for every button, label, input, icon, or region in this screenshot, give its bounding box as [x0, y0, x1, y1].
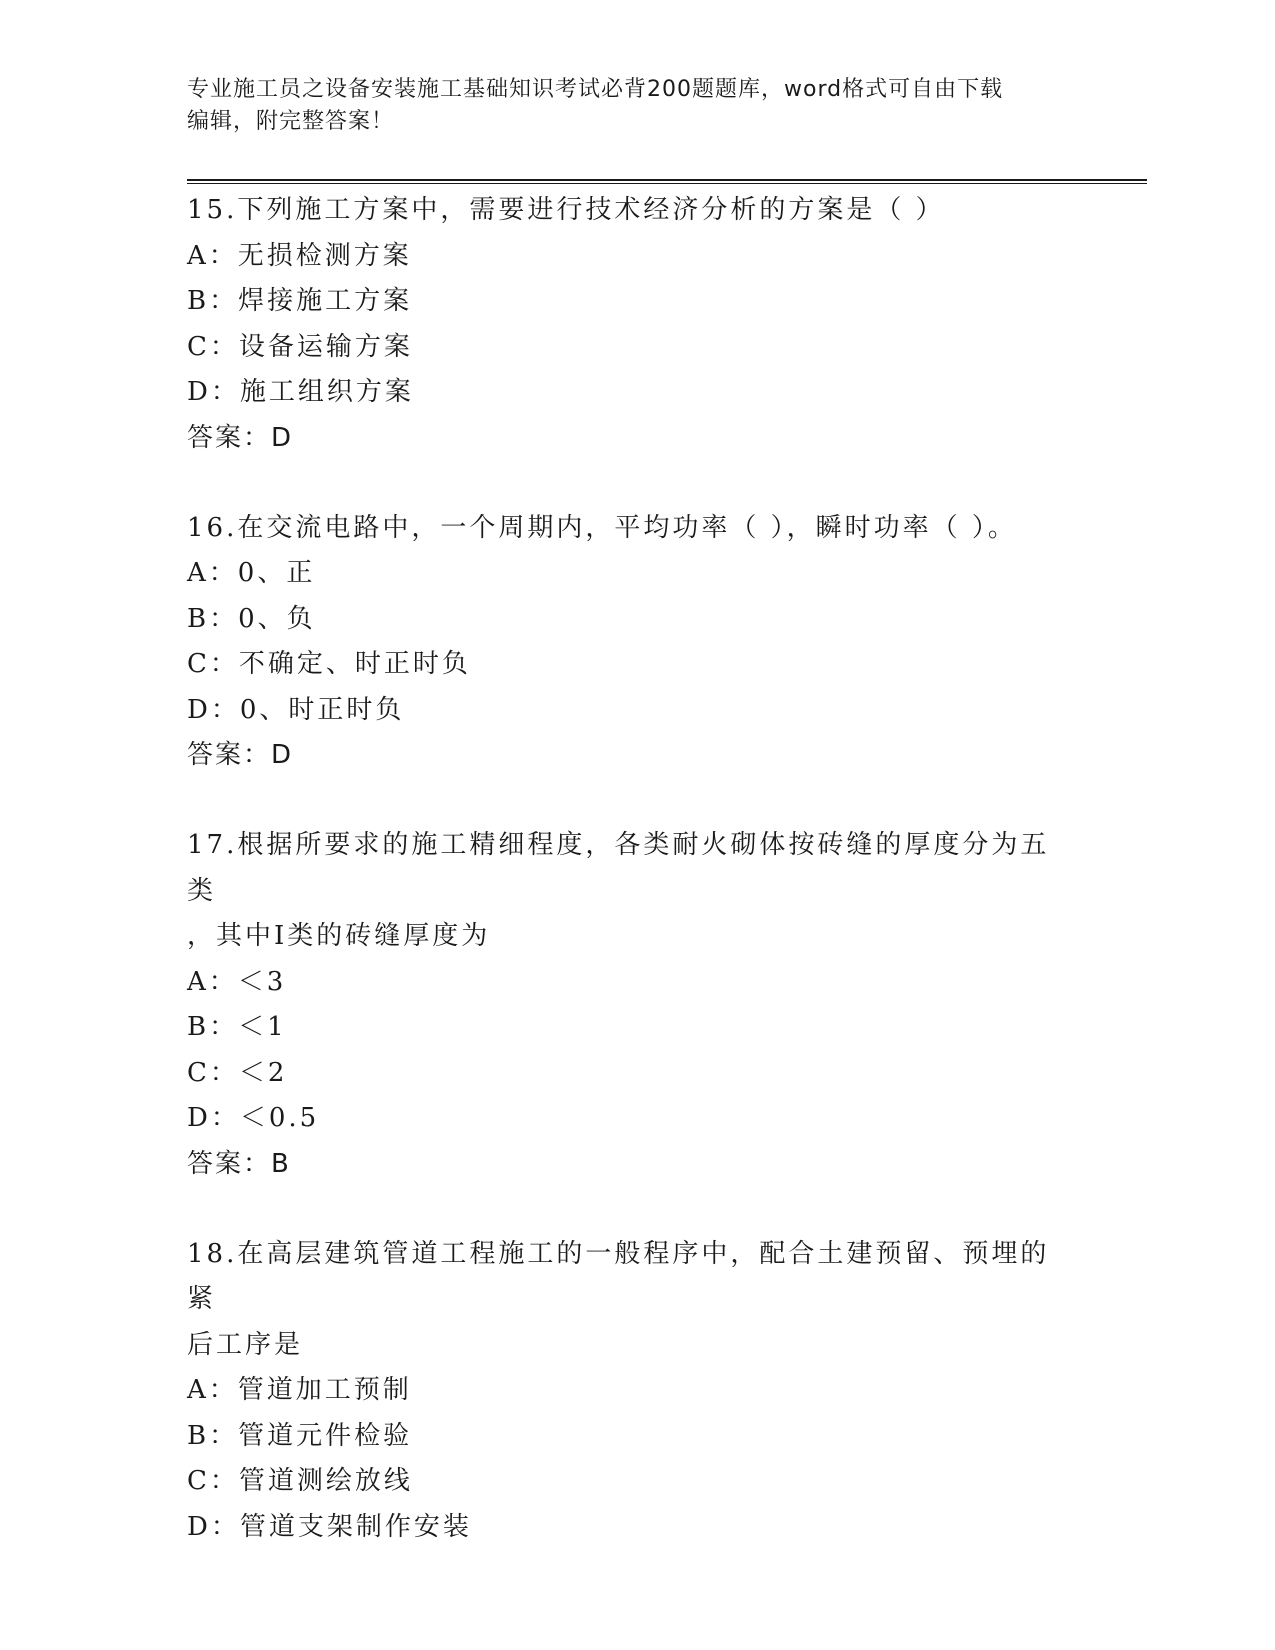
answer-line: 答案：D [187, 740, 294, 770]
option-b: B：0、负 [187, 603, 316, 634]
option-a: A：无损检测方案 [187, 240, 412, 271]
question-stem-line-2: 后工序是 [187, 1329, 304, 1360]
option-c: C：＜2 [187, 1057, 288, 1088]
option-b: B：管道元件检验 [187, 1420, 413, 1451]
question-16 [187, 506, 1067, 779]
answer-line: 答案：D [187, 422, 294, 453]
header-divider [187, 179, 1147, 184]
document-header [187, 74, 1067, 138]
option-c: C：管道测绘放线 [187, 1466, 413, 1496]
option-a: A：＜3 [187, 966, 287, 997]
option-d: D：施工组织方案 [187, 377, 414, 407]
option-a: A：0、正 [187, 558, 316, 588]
question-18 [187, 1232, 1067, 1551]
document-page [187, 0, 1147, 1650]
question-stem: 16.在交流电路中，一个周期内，平均功率（ ），瞬时功率（ ）。 [187, 512, 1017, 543]
option-d: D：管道支架制作安装 [187, 1511, 472, 1542]
header-title-line-2: 编辑，附完整答案！ [187, 109, 395, 134]
option-b: B：焊接施工方案 [187, 286, 413, 316]
question-stem-line-1: 18.在高层建筑管道工程施工的一般程序中，配合土建预留、预埋的紧 [187, 1238, 1050, 1314]
header-title-line-1: 专业施工员之设备安装施工基础知识考试必背200题题库，word格式可自由下载 [187, 77, 1004, 102]
question-list [187, 188, 1067, 1595]
question-17 [187, 823, 1067, 1187]
option-a: A：管道加工预制 [187, 1375, 412, 1405]
option-d: D：＜0.5 [187, 1103, 320, 1133]
question-15 [187, 188, 1067, 461]
option-c: C：不确定、时正时负 [187, 649, 471, 679]
option-c: C：设备运输方案 [187, 331, 413, 362]
option-d: D：0、时正时负 [187, 694, 405, 725]
option-b: B：＜1 [187, 1012, 287, 1042]
question-stem-line-2: ，其中Ⅰ类的砖缝厚度为 [187, 921, 491, 951]
answer-line: 答案：B [187, 1148, 291, 1179]
question-stem: 15.下列施工方案中，需要进行技术经济分析的方案是（ ） [187, 195, 945, 225]
question-stem-line-1: 17.根据所要求的施工精细程度，各类耐火砌体按砖缝的厚度分为五类 [187, 830, 1050, 906]
